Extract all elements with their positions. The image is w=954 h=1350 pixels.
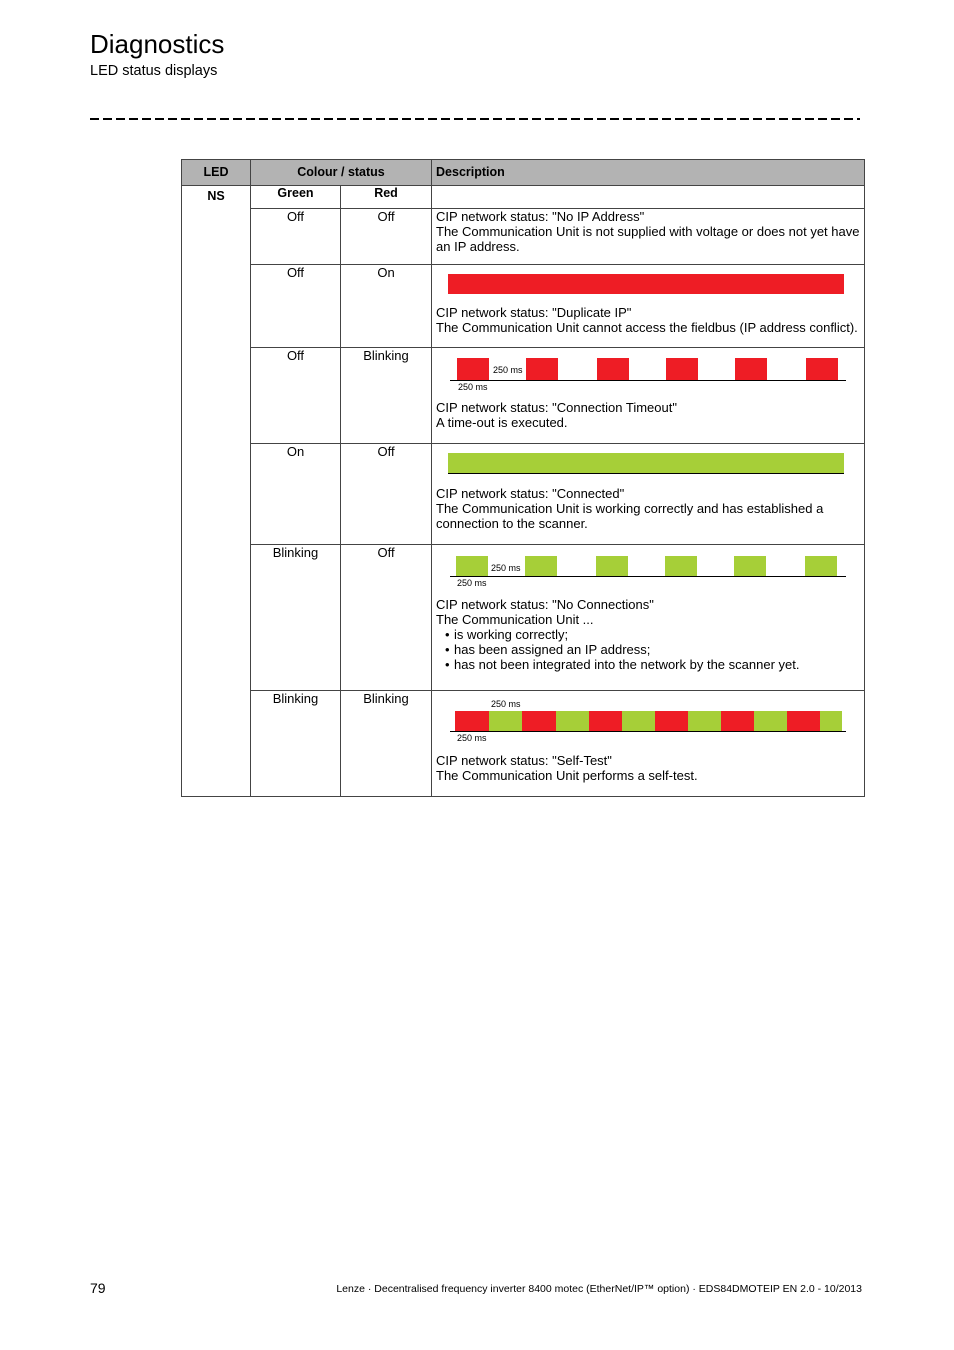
red-pulse [721, 711, 754, 731]
list-item: • has not been integrated into the network by the scanner yet. [454, 657, 860, 672]
on-duration-label: 250 ms [458, 382, 488, 392]
green-pulse [456, 556, 488, 576]
description-cell [432, 265, 865, 348]
page-number: 79 [90, 1280, 106, 1296]
time-axis [450, 731, 846, 732]
network-status: CIP network status: "No Connections" [436, 597, 654, 612]
description-cell [432, 545, 865, 691]
description-cell [432, 444, 865, 545]
off-duration-label: 250 ms [491, 699, 521, 709]
table-row [182, 444, 865, 545]
red-pulse [666, 358, 698, 380]
red-pulse [655, 711, 688, 731]
red-state: Off [341, 444, 432, 545]
red-pulse [455, 711, 489, 731]
red-on-diagram [436, 265, 836, 305]
green-state: Off [251, 209, 341, 265]
table-subheader-row [182, 186, 865, 209]
time-axis [450, 576, 846, 577]
description-text: The Communication Unit performs a self-test. [436, 768, 698, 783]
table-row [182, 545, 865, 691]
table-row [182, 209, 865, 265]
network-status: CIP network status: "Duplicate IP" [436, 305, 632, 320]
subheader-green: Green [251, 186, 341, 209]
red-pulse [806, 358, 838, 380]
table-header-row [182, 160, 865, 186]
green-pulse [734, 556, 766, 576]
green-pulse [556, 711, 589, 731]
table-row [182, 265, 865, 348]
description-cell [432, 348, 865, 444]
description-text: The Communication Unit is working correctly and has established a connection to the scanner. [436, 501, 824, 531]
red-pulse [526, 358, 558, 380]
green-blink-diagram [436, 545, 836, 597]
on-duration-label: 250 ms [457, 578, 487, 588]
led-ns: NS [182, 186, 251, 797]
red-state: Off [341, 545, 432, 691]
table-row [182, 691, 865, 797]
red-pulse [457, 358, 489, 380]
off-duration-label: 250 ms [491, 563, 521, 573]
description-text: The Communication Unit is not supplied with voltage or does not yet have an IP address. [436, 224, 860, 254]
chapter-title: Diagnostics [90, 29, 225, 59]
network-status: CIP network status: "Connection Timeout" [436, 400, 677, 415]
on-duration-label: 250 ms [457, 733, 487, 743]
green-pulse [820, 711, 842, 731]
green-state: Off [251, 265, 341, 348]
led-status-table [181, 159, 865, 797]
green-state: Blinking [251, 691, 341, 797]
footer-doc-info: Lenze · Decentralised frequency inverter 8400 motec (EtherNet/IP™ option) · EDS84DMOTEIP EN 2.0 - 10/2013 [336, 1283, 862, 1295]
red-pulse [735, 358, 767, 380]
time-axis [448, 473, 844, 474]
list-item: • has been assigned an IP address; [454, 642, 860, 657]
green-pulse [805, 556, 837, 576]
description-text: A time-out is executed. [436, 415, 568, 430]
header-led: LED [182, 160, 251, 186]
green-pulse [489, 711, 522, 731]
red-solid-bar [448, 274, 844, 294]
list-item: • is working correctly; [454, 627, 860, 642]
description-text: The Communication Unit cannot access the fieldbus (IP address conflict). [436, 320, 858, 335]
red-pulse [787, 711, 820, 731]
red-state: Blinking [341, 348, 432, 444]
green-pulse [622, 711, 655, 731]
green-state: On [251, 444, 341, 545]
red-state: Blinking [341, 691, 432, 797]
green-pulse [754, 711, 787, 731]
description-text: The Communication Unit ... [436, 612, 594, 627]
network-status: CIP network status: "No IP Address" [436, 209, 645, 224]
green-pulse [665, 556, 697, 576]
red-pulse [597, 358, 629, 380]
green-pulse [525, 556, 557, 576]
header-description: Description [432, 160, 865, 186]
red-pulse [589, 711, 622, 731]
red-blink-diagram [436, 348, 836, 400]
green-state: Blinking [251, 545, 341, 691]
green-pulse [688, 711, 721, 731]
section-title: LED status displays [90, 63, 218, 79]
green-state: Off [251, 348, 341, 444]
subheader-red: Red [341, 186, 432, 209]
time-axis [450, 380, 846, 381]
red-pulse [522, 711, 556, 731]
network-status: CIP network status: "Connected" [436, 486, 625, 501]
table-row [182, 348, 865, 444]
description-cell [432, 209, 865, 265]
separator-line [90, 118, 860, 120]
off-duration-label: 250 ms [493, 365, 523, 375]
green-solid-bar [448, 453, 844, 473]
green-on-diagram [436, 444, 836, 486]
bullet-list [436, 627, 860, 672]
description-cell [432, 691, 865, 797]
subheader-empty [432, 186, 865, 209]
red-state: On [341, 265, 432, 348]
red-state: Off [341, 209, 432, 265]
header-colour-status: Colour / status [251, 160, 432, 186]
red-green-blink-diagram [436, 691, 836, 753]
green-pulse [596, 556, 628, 576]
network-status: CIP network status: "Self-Test" [436, 753, 612, 768]
